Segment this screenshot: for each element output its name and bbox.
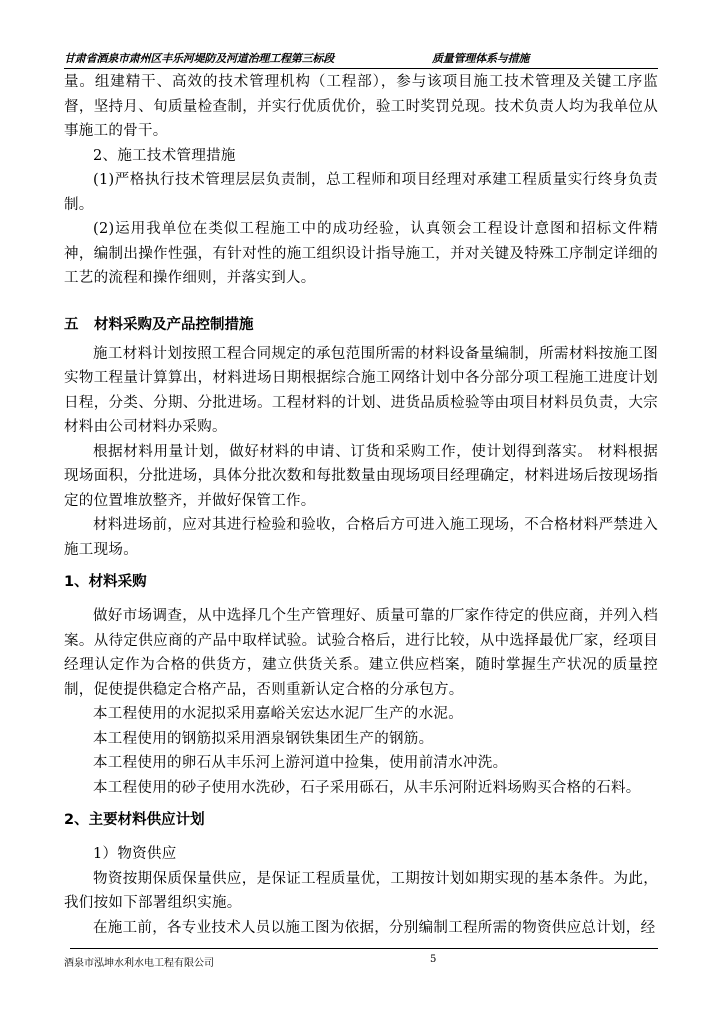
paragraph: 根据材料用量计划，做好材料的申请、订货和采购工作，使计划得到落实。 材料根据现场面积，分批进场，具体分批次数和每批数量由现场项目经理确定，材料进场后按现场指定的位置堆放整齐，并做好保管工作。 <box>64 443 658 509</box>
paragraph: (1)严格执行技术管理层层负责制，总工程师和项目经理对承建工程质量实行终身负责制。 <box>64 172 658 213</box>
footer-company: 酒泉市泓坤水利水电工程有限公司 <box>64 958 214 969</box>
list-item-label: 1）物资供应 <box>93 846 177 862</box>
page-header <box>64 50 664 66</box>
paragraph: 本工程使用的卵石从丰乐河上游河道中捡集，使用前清水冲洗。 <box>93 755 508 771</box>
page-footer <box>64 954 658 969</box>
paragraph: 本工程使用的钢筋拟采用酒泉钢铁集团生产的钢筋。 <box>93 730 434 747</box>
paragraph: 做好市场调查，从中选择几个生产管理好、质量可靠的厂家作待定的供应商，并列入档案。从待定供应商的产品中取样试验。试验合格后，进行比较，从中选择最优厂家，经项目经理认定作为合格的供货方，建立供货关系。建立供应档案，随时掌握生产状况的质量控制，促使提供稳定合格产品，否则重新认定合格的分承包方。 <box>64 608 658 698</box>
paragraph: 物资按期保质保量供应，是保证工程质量优，工期按计划如期实现的基本条件。为此，我们按如下部署组织实施。 <box>64 870 658 911</box>
paragraph: 在施工前，各专业技术人员以施工图为依据，分别编制工程所需的物资供应总计划，经 <box>93 919 656 936</box>
footer-divider <box>70 948 658 949</box>
paragraph: 本工程使用的砂子使用水洗砂，石子采用砾石，从丰乐河附近料场购买合格的石料。 <box>93 779 641 796</box>
paragraph: 施工材料计划按照工程合同规定的承包范围所需的材料设备量编制，所需材料按施工图实物工程量计算算出，材料进场日期根据综合施工网络计划中各分部分项工程施工进度计划日程，分类、分期、分批进场。工程材料的计划、进货品质检验等由项目材料员负责，大宗材料由公司材料办采购。 <box>64 345 658 435</box>
header-project-title: 甘肃省酒泉市肃州区丰乐河堤防及河道治理工程第三标段 <box>64 52 334 65</box>
paragraph: 材料进场前，应对其进行检验和验收，合格后方可进入施工现场，不合格材料严禁进入施工现场。 <box>64 517 658 558</box>
header-divider <box>64 68 658 69</box>
section-title: 材料采购及产品控制措施 <box>94 316 254 333</box>
page-number: 5 <box>430 954 437 965</box>
paragraph: 本工程使用的水泥拟采用嘉峪关宏达水泥厂生产的水泥。 <box>93 706 463 722</box>
paragraph: (2)运用我单位在类似工程施工中的成功经验，认真领会工程设计意图和招标文件精神，编制出操作性强，有针对性的施工组织设计指导施工，并对关键及特殊工序制定详细的工艺的流程和操作细则，并落实到人。 <box>64 221 658 286</box>
subsection-heading: 1、材料采购 <box>64 574 147 590</box>
subsection-title: 2、施工技术管理措施 <box>93 147 236 164</box>
header-section-title: 质量管理体系与措施 <box>432 52 530 65</box>
paragraph: 量。组建精干、高效的技术管理机构（工程部），参与该项目施工技术管理及关键工序监督，坚持月、旬质量检查制，并实行优质优价，验工时奖罚兑现。技术负责人均为我单位从事施工的骨干。 <box>64 74 658 139</box>
subsection-heading: 2、主要材料供应计划 <box>64 812 205 828</box>
section-heading <box>64 313 658 337</box>
document-body <box>64 70 658 940</box>
section-number: 五 <box>64 316 79 333</box>
